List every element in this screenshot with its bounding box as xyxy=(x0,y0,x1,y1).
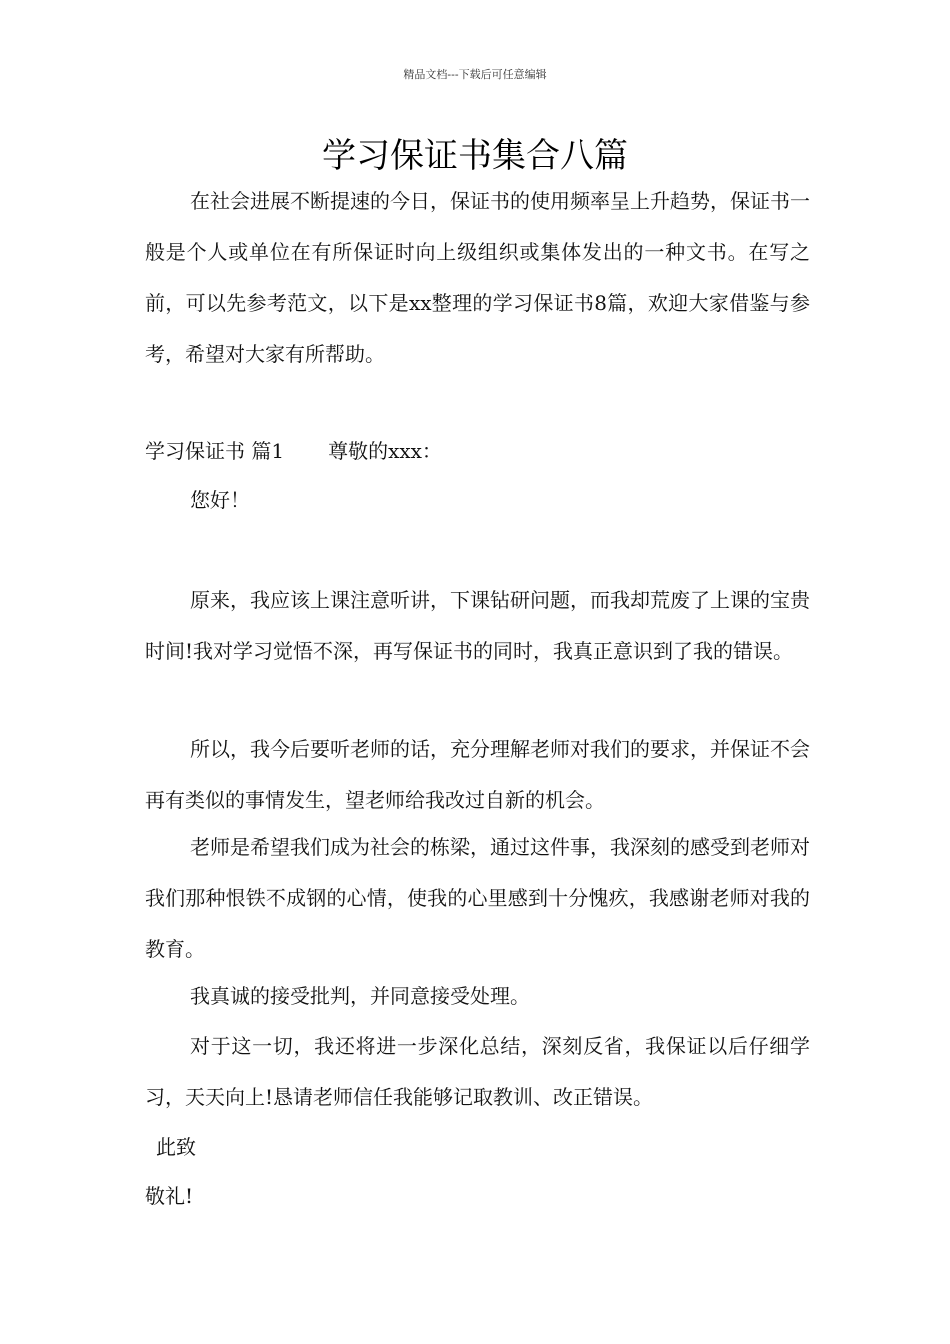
section-heading-line xyxy=(145,436,442,466)
body-paragraph-1: 原来，我应该上课注意听讲，下课钻研问题，而我却荒废了上课的宝贵时间!我对学习觉悟不深，再写保证书的同时，我真正意识到了我的错误。 xyxy=(145,588,810,663)
body-paragraph-2: 所以，我今后要听老师的话，充分理解老师对我们的要求，并保证不会再有类似的事情发生，望老师给我改过自新的机会。 xyxy=(145,737,810,812)
closing-line-2: 敬礼! xyxy=(145,1184,194,1208)
body-paragraph-5: 对于这一切，我还将进一步深化总结，深刻反省，我保证以后仔细学习，天天向上!恳请老师信任我能够记取教训、改正错误。 xyxy=(145,1034,810,1109)
greeting: 您好！ xyxy=(190,488,250,512)
closing-line-1: 此致 xyxy=(156,1135,196,1159)
body-paragraph-3: 老师是希望我们成为社会的栋梁，通过这件事，我深刻的感受到老师对我们那种恨铁不成钢的心情，使我的心里感到十分愧疚，我感谢老师对我的教育。 xyxy=(145,835,810,961)
header-note: 精品文档---下载后可任意编辑 xyxy=(403,68,547,81)
body-paragraph-4: 我真诚的接受批判，并同意接受处理。 xyxy=(190,984,530,1008)
salutation: 尊敬的xxx： xyxy=(328,439,442,463)
intro-paragraph: 在社会进展不断提速的今日，保证书的使用频率呈上升趋势，保证书一般是个人或单位在有所保证时向上级组织或集体发出的一种文书。在写之前，可以先参考范文，以下是xx整理的学习保证书8篇，欢迎大家借鉴与参考，希望对大家有所帮助。 xyxy=(145,189,810,366)
document-title: 学习保证书集合八篇 xyxy=(322,136,628,176)
section-heading: 学习保证书 篇1 xyxy=(145,439,285,463)
